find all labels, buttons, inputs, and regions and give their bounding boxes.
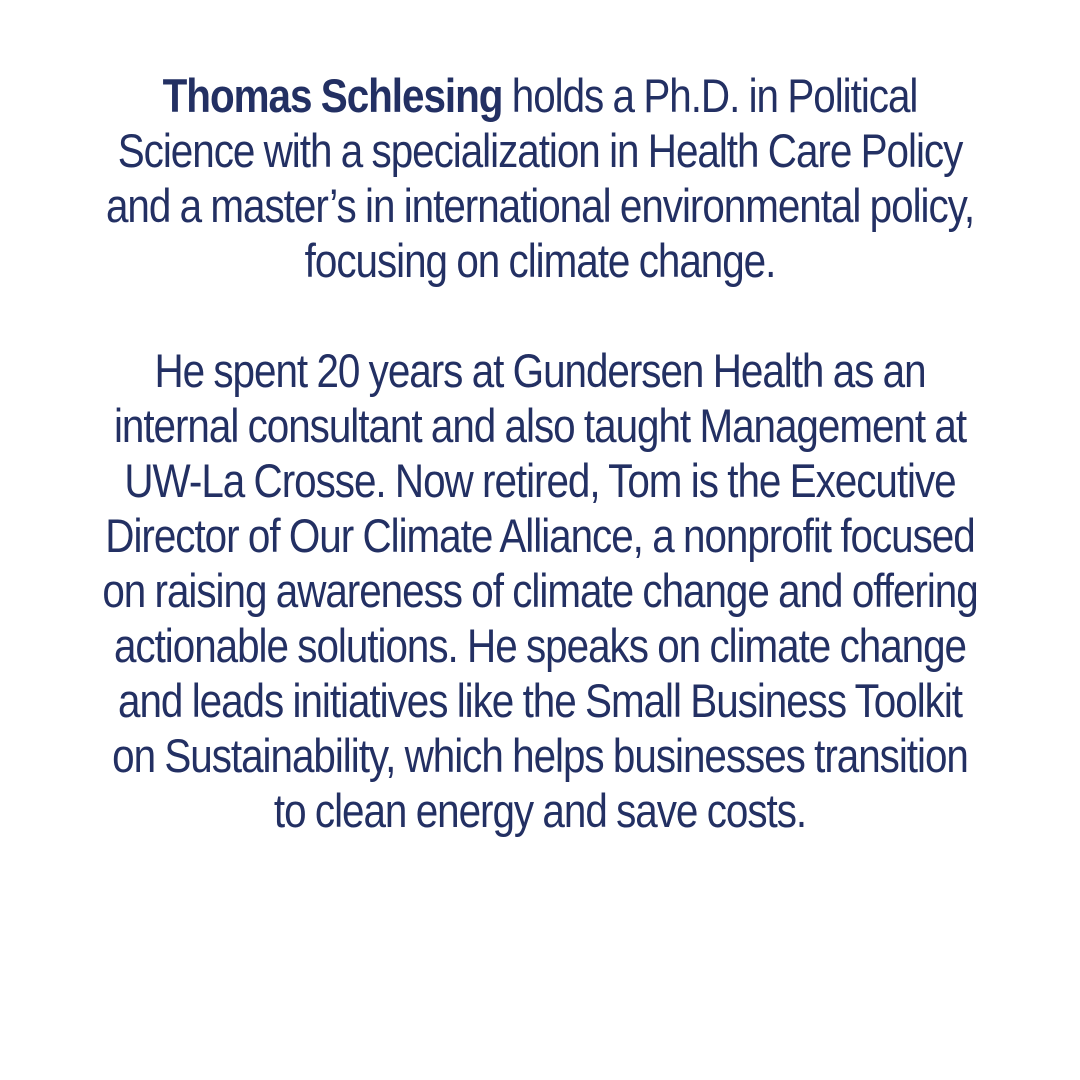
bio-paragraph-2: He spent 20 years at Gundersen Health as an internal consultant and also taught Management at UW-La Crosse. Now retired, Tom is the Executive Director of Our Climate Alliance, a nonprofit focused on raising awareness of climate change and offering actionable solutions. He speaks on climate change and leads initiatives like the Small Business Toolkit on Sustainability, which helps businesses transition to clean energy and save costs. [102,344,978,837]
bio-text-block [101,68,978,838]
bio-paragraph-1-text: holds a Ph.D. in Political Science with a specialization in Health Care Policy and a master’s in international environmental policy, focusing on climate change. [105,69,975,287]
person-name: Thomas Schlesing [162,69,503,122]
bio-paragraph-1 [101,68,978,288]
